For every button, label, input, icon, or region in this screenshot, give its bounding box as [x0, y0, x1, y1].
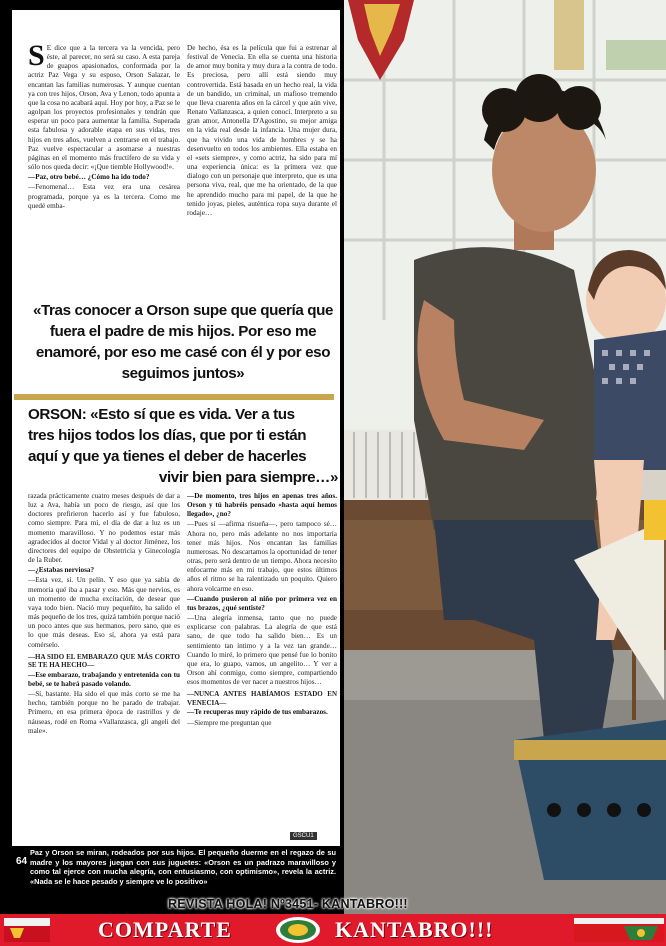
divider-rule [14, 394, 334, 400]
photo-caption: Paz y Orson se miran, rodeados por sus hijos. El pequeño duerme en el regazo de su madre y los mayores juegan con sus juguetes: «Orson es un padrazo maravilloso y como tal ejerce con mucha alegría, con entusiasmo, con optimismo», revela la actriz. «Nada se le hace pesado y siempre ve lo positivo» [30, 848, 336, 887]
emblem-icon [274, 916, 322, 944]
interview-answer: —Una alegría inmensa, tanto que no puede explicarse con palabras. La alegría de que está sano, de que todo ha salido bien… Es un sentimiento tan íntimo y a la vez tan grande… Cuando lo miré, lo primero que pensé fue lo bonito que era, lo guapo, vamos, un angelito… Y ver a Orson ahí conmigo, como siempre, compartiendo esos momentos de ver nacer a nuestros hijos… [187, 614, 337, 687]
brand-label[interactable]: KANTABRO!!! [335, 917, 494, 942]
headline-line: ORSON: «Esto sí que es vida. Ver a tus [28, 406, 295, 423]
headline-quote [28, 404, 338, 488]
article-page [12, 10, 340, 910]
page-number: 64 [16, 856, 28, 867]
interview-answer: razada prácticamente cuatro meses después de dar a luz a Ava, había un poco de riesgo, así que los doctores prefirieron hacerlo así y fue fabuloso, como siempre. Para mí, el día de dar a luz es un momento maravilloso. Y no podemos estar más agradecidos al doctor Vidal y al doctor Jiménez, los directores del equipo de Obstetricia y Ginecología de la Ruber. [28, 492, 180, 565]
interview-question: —¿Estabas nerviosa? [28, 566, 95, 575]
share-banner[interactable] [0, 914, 666, 946]
flag-icon [574, 918, 664, 942]
interview-answer: —Sí, bastante. Ha sido el que más corto se me ha hecho, también porque no he parado de trabajar. Primero, en esa primera época de rastrillos y de náuseas, rodé en Roma «Vallanzasca, gli angeli del male». [28, 690, 180, 735]
flag-icon [4, 918, 50, 942]
intro-paragraph: E dice que a la tercera va la vencida, pero éste, al parecer, no será su caso. A esta pareja de guapos apasionados, conformada por la actriz Paz Vega y su esposo, Orson Salazar, le encantan las familias numerosas. Y aunque cuentan ya con tres hijos, Orson, Ava y Lenon, todo apunta a que la cosa no acabará aquí. Hoy por hoy, a Paz se le agolpan los proyectos profesionales y tendrán que esperar un poco para aumentar la familia. Superada esta fabulosa y adorable etapa en sus vidas, tres hijos en tres años, vuelven a centrarse en el trabajo. Paz vuelve espectacular a asomarse a nuestras páginas en el momento más fructífero de su vida y sólo nos queda decir: «¡Que tiemble Hollywood!». [28, 44, 180, 172]
interview-answer: —Fenomenal… Esta vez era una cesárea programada, porque ya es la tercera. Como me quedé emba- [28, 183, 180, 210]
interview-answer: —Siempre me preguntan que [187, 718, 272, 727]
interview-question: —Paz, otro bebé… ¿Cómo ha ido todo? [28, 173, 150, 182]
interview-question: —Ese embarazo, trabajando y entretenida con tu bebé, se te habrá pasado volando. [28, 670, 180, 688]
interview-answer: De hecho, ésa es la película que fui a estrenar al festival de Venecia. En ella se cuenta una historia de amor muy bonita y muy dura a la contra de todo. Es preciosa, pero allí está siendo muy controvertida. Está basada en un hecho real, la vida de un bandido, un criminal, un mafioso tremendo que lleva cuarenta años en la cárcel y que aún vive, Renato Vallanzasca, a quien conocí. Interpreto a su gran amor, Antonella D'Agostino, su mejor amiga en la vida real desde la infancia. Una mujer dura, que ha vivido una vida de hombres y se ha desenvuelto en todos los ambientes. Ella estaba en el «sets siempre», y como actriz, ha sido para mí una experiencia única: es la primera vez que dialogo con un personaje que interpreto, que es una persona viva, real, que me ha orientado, de la que he aprendido mucho para mi papel, de la que he tenido joyas, pieles, auténtica ropa suya durante el rodaje… [187, 44, 337, 217]
interview-question: —Cuando pusieron al niño por primera vez en tus brazos, ¿qué sentiste? [187, 594, 337, 612]
watermark-text: REVISTA HOLA! Nº3451- KANTABRO!!! [168, 897, 408, 911]
interview-question: —De momento, tres hijos en apenas tres años. Orson y tú habréis pensado «hasta aquí hemos llegado», ¿no? [187, 492, 337, 519]
article-column-3 [28, 492, 180, 848]
photo-credit: GSCU1 [290, 832, 317, 840]
headline-line: vivir bien para siempre…» [158, 469, 338, 486]
interview-answer: —Esta vez, sí. Un pelín. Y eso que ya sabía de memoria qué iba a pasar y eso. Más que nervios, es un momento de mucha excitación, de desear que vaya todo bien. Nació muy pequeñito, ha salido el más pequeño de los tres, quizá también porque nació un poco antes que sus hermanos, pero sano, que es lo que más deseas. Eso sí, ahora ya está para comérselo. [28, 576, 180, 649]
family-photo [344, 0, 666, 914]
article-column-2 [187, 44, 337, 298]
article-column-4 [187, 492, 337, 848]
article-column-1 [28, 44, 180, 298]
headline-line: aquí y que ya tienes el deber de hacerles [28, 448, 307, 465]
dropcap: S [28, 44, 45, 72]
section-subhead: —HA SIDO EL EMBARAZO QUE MÁS CORTO SE TE HA HECHO— [28, 652, 180, 670]
share-label[interactable]: COMPARTE [98, 917, 232, 942]
interview-answer: —Pues sí —afirma risueña—, pero tampoco sé… Ahora no, pero más adelante no nos importaría tener más hijos. Nos encantan las familias numerosas. No descartamos la oportunidad de tener otras, pero será dentro de un tiempo. Ahora necesito enfocarme más en mi trabajo, que estos últimos años el ritmo se ha ralentizado un poquito. Quiero ahora volcarme en eso. [187, 520, 337, 593]
interview-question: —Te recuperas muy rápido de tus embarazos. [187, 708, 328, 717]
section-subhead: —NUNCA ANTES HABÍAMOS ESTADO EN VENECIA— [187, 690, 337, 707]
headline-line: tres hijos todos los días, que por ti están [28, 427, 307, 444]
photo-illustration [344, 0, 666, 914]
pull-quote: «Tras conocer a Orson supe que quería que fuera el padre de mis hijos. Por eso me enamoré, por eso me casé con él y por eso seguimos juntos» [32, 302, 334, 382]
